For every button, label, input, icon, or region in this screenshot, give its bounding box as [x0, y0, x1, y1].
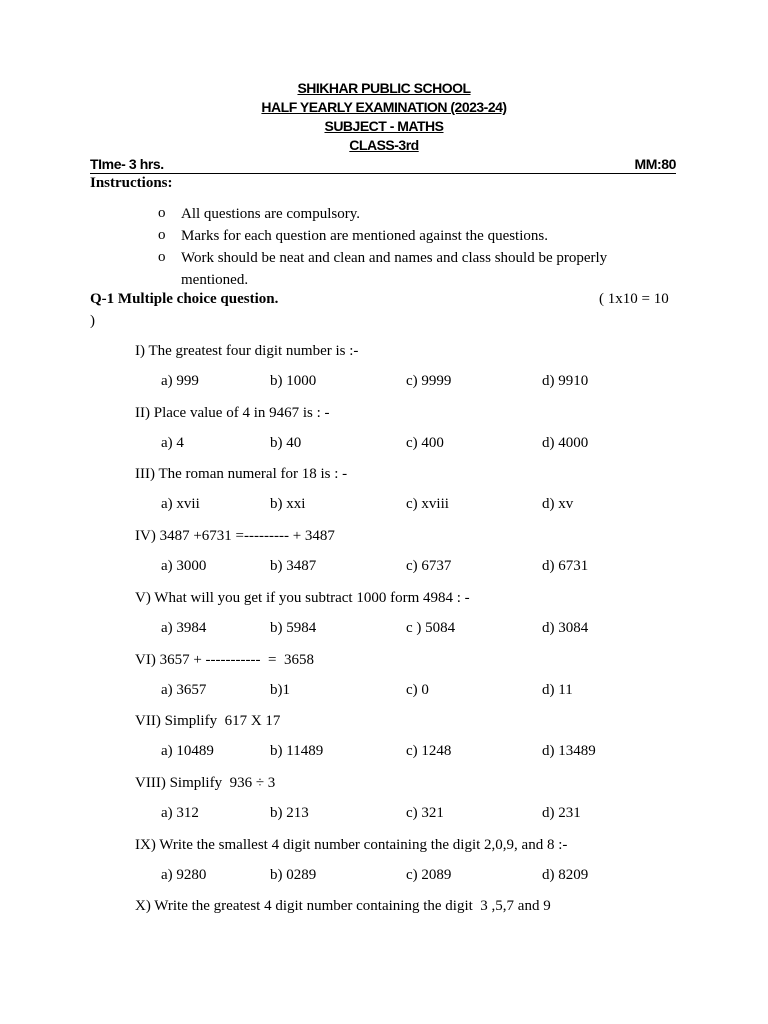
answer-option: d) 13489 — [542, 743, 596, 760]
bullet-icon: o — [158, 227, 166, 243]
question-text: X) Write the greatest 4 digit number containing the digit 3 ,5,7 and 9 — [135, 898, 551, 915]
section-marks-close: ) — [90, 313, 95, 329]
answer-option: b) 213 — [270, 804, 309, 821]
question-text: III) The roman numeral for 18 is : - — [135, 466, 348, 483]
answer-option: c) 6737 — [406, 558, 452, 575]
answer-option: d) 3084 — [542, 619, 589, 636]
question-text: I) The greatest four digit number is :- — [135, 343, 359, 359]
answer-option: c) 0 — [406, 681, 429, 698]
answer-option: d) 11 — [542, 681, 573, 698]
max-marks: MM:80 — [634, 156, 676, 172]
answer-option: c) 9999 — [406, 373, 452, 389]
question-text: VI) 3657 + ----------- = 3658 — [135, 651, 314, 668]
answer-option: a) xvii — [161, 496, 200, 513]
instruction-item: All questions are compulsory. — [181, 206, 360, 222]
answer-option: c) 2089 — [406, 866, 452, 883]
answer-option: a) 4 — [161, 434, 184, 451]
answer-option: a) 3000 — [161, 558, 207, 575]
subject-line: SUBJECT - MATHS — [324, 118, 444, 134]
question-text: V) What will you get if you subtract 1000 form 4984 : - — [135, 589, 470, 606]
answer-option: d) 8209 — [542, 866, 589, 883]
answer-option: a) 999 — [161, 373, 199, 389]
answer-option: b) 5984 — [270, 619, 317, 636]
answer-option: d) 231 — [542, 804, 581, 821]
instructions-title: Instructions: — [90, 175, 173, 191]
bullet-icon: o — [158, 205, 166, 221]
question-text: IV) 3487 +6731 =--------- + 3487 — [135, 528, 335, 545]
question-text: VII) Simplify 617 X 17 — [135, 713, 281, 730]
time-allowed: TIme- 3 hrs. — [90, 156, 164, 172]
instruction-item: Marks for each question are mentioned against the questions. — [181, 228, 548, 244]
answer-option: b)1 — [270, 681, 290, 698]
answer-option: c) xviii — [406, 496, 449, 513]
answer-option: a) 3984 — [161, 619, 207, 636]
answer-option: b) 1000 — [270, 373, 317, 389]
class-line: CLASS-3rd — [349, 137, 419, 153]
answer-option: c) 400 — [406, 434, 444, 451]
question-text: VIII) Simplify 936 ÷ 3 — [135, 774, 276, 791]
section-title: Q-1 Multiple choice question. — [90, 291, 279, 307]
answer-option: d) 6731 — [542, 558, 589, 575]
question-text: II) Place value of 4 in 9467 is : - — [135, 404, 330, 421]
bullet-icon: o — [158, 249, 166, 265]
answer-option: c) 1248 — [406, 743, 452, 760]
answer-option: b) 3487 — [270, 558, 317, 575]
answer-option: a) 3657 — [161, 681, 207, 698]
answer-option: d) 4000 — [542, 434, 589, 451]
section-marks: ( 1x10 = 10 — [599, 291, 669, 307]
instruction-item: Work should be neat and clean and names and class should be properly mentioned. — [181, 250, 608, 288]
answer-option: b) 40 — [270, 434, 302, 451]
answer-option: a) 9280 — [161, 866, 207, 883]
answer-option: b) 0289 — [270, 866, 317, 883]
time-marks-row — [90, 156, 676, 174]
answer-option: d) xv — [542, 496, 574, 513]
answer-option: d) 9910 — [542, 373, 589, 389]
answer-option: b) xxi — [270, 496, 306, 513]
answer-option: c ) 5084 — [406, 619, 456, 636]
answer-option: a) 312 — [161, 804, 199, 821]
school-name: SHIKHAR PUBLIC SCHOOL — [297, 80, 471, 96]
question-text: IX) Write the smallest 4 digit number containing the digit 2,0,9, and 8 :- — [135, 836, 568, 853]
exam-title: HALF YEARLY EXAMINATION (2023-24) — [261, 99, 507, 115]
answer-option: c) 321 — [406, 804, 444, 821]
answer-option: b) 11489 — [270, 743, 324, 760]
answer-option: a) 10489 — [161, 743, 214, 760]
